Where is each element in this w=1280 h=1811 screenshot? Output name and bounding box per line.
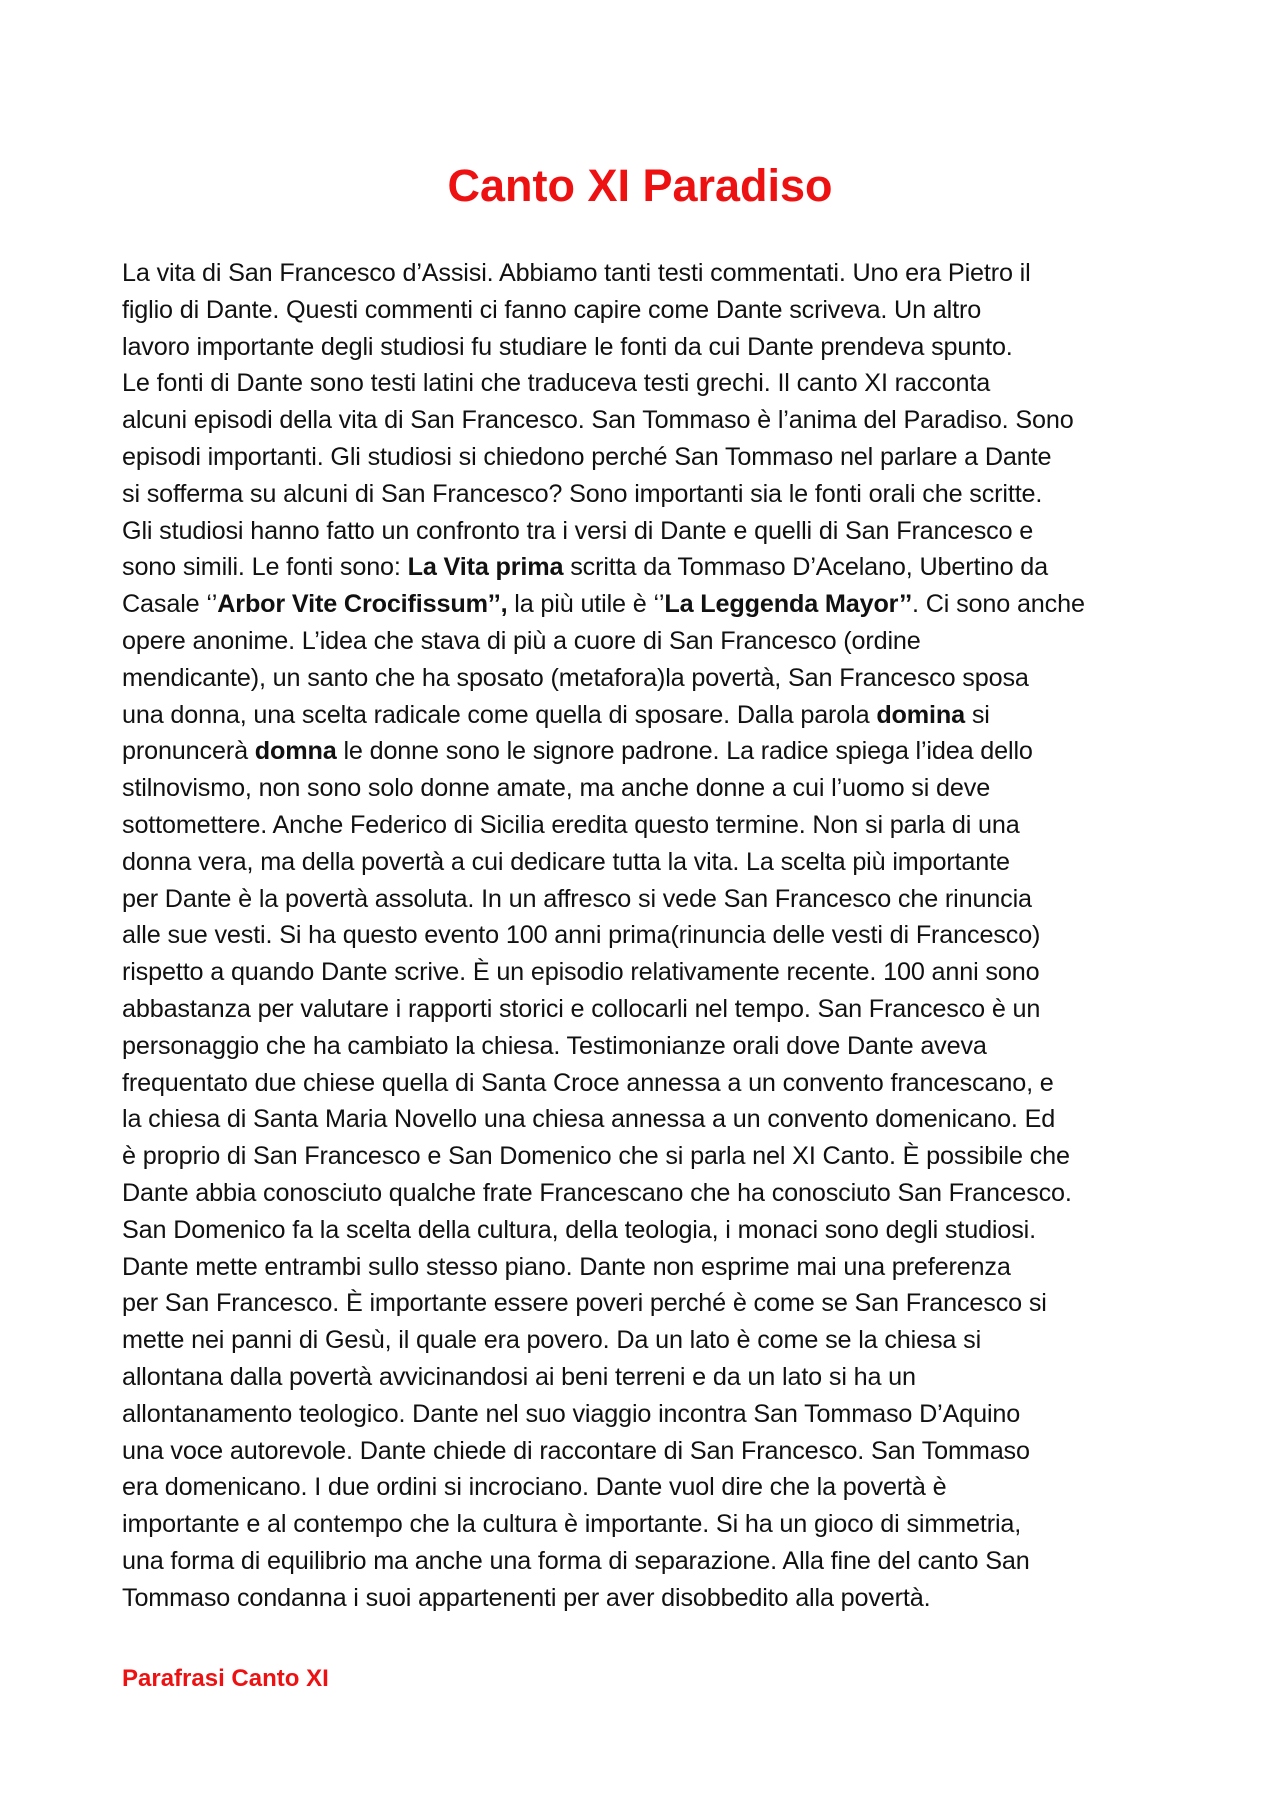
- text-segment: Tommaso condanna i suoi appartenenti per aver disobbedito alla povertà.: [122, 1583, 931, 1612]
- text-line: [122, 1396, 1172, 1433]
- text-segment: pronuncerà: [122, 737, 255, 766]
- text-segment: Dante abbia conosciuto qualche frate Francescano che ha conosciuto San Francesco.: [122, 1178, 1072, 1207]
- text-line: [122, 844, 1172, 881]
- text-segment: per San Francesco. È importante essere poveri perché è come se San Francesco si: [122, 1289, 1047, 1318]
- text-line: [122, 991, 1172, 1028]
- text-line: [122, 917, 1172, 954]
- text-segment: allontana dalla povertà avvicinandosi ai beni terreni e da un lato si ha un: [122, 1362, 916, 1391]
- text-line: [122, 1065, 1172, 1102]
- bold-text: Arbor Vite Crocifissum’’,: [217, 590, 508, 619]
- text-segment: sottomettere. Anche Federico di Sicilia eredita questo termine. Non si parla di una: [122, 810, 1020, 839]
- text-line: [122, 733, 1172, 770]
- bold-text: domina: [876, 700, 965, 729]
- text-segment: La vita di San Francesco d’Assisi. Abbiamo tanti testi commentati. Uno era Pietro il: [122, 259, 1031, 287]
- text-line: [122, 329, 1172, 366]
- text-line: [122, 623, 1172, 660]
- text-segment: si: [964, 700, 990, 729]
- text-segment: per Dante è la povertà assoluta. In un affresco si vede San Francesco che rinuncia: [122, 884, 1032, 913]
- text-line: [122, 586, 1172, 623]
- text-segment: alcuni episodi della vita di San Francesco. San Tommaso è l’anima del Paradiso. Sono: [122, 406, 1074, 435]
- text-line: [122, 1580, 1172, 1617]
- text-segment: sono simili. Le fonti sono:: [122, 553, 408, 582]
- text-line: [122, 1285, 1172, 1322]
- text-segment: una voce autorevole. Dante chiede di raccontare di San Francesco. San Tommaso: [122, 1436, 1030, 1465]
- text-segment: personaggio che ha cambiato la chiesa. Testimonianze orali dove Dante aveva: [122, 1031, 987, 1060]
- text-line: [122, 1469, 1172, 1506]
- text-line: [122, 549, 1172, 586]
- text-segment: le donne sono le signore padrone. La radice spiega l’idea dello: [336, 737, 1033, 766]
- text-line: [122, 1028, 1172, 1065]
- text-segment: scritta da Tommaso D’Acelano, Ubertino da: [563, 553, 1049, 582]
- text-line: [122, 1212, 1172, 1249]
- text-line: [122, 1359, 1172, 1396]
- text-segment: donna vera, ma della povertà a cui dedicare tutta la vita. La scelta più importante: [122, 847, 1010, 876]
- text-segment: stilnovismo, non sono solo donne amate, ma anche donne a cui l’uomo si deve: [122, 774, 991, 803]
- text-segment: la chiesa di Santa Maria Novello una chiesa annessa a un convento domenicano. Ed: [122, 1105, 1056, 1134]
- text-segment: episodi importanti. Gli studiosi si chiedono perché San Tommaso nel parlare a Dante: [122, 442, 1052, 471]
- text-segment: Casale ‘’: [122, 590, 218, 619]
- text-segment: una donna, una scelta radicale come quella di sposare. Dalla parola: [122, 700, 877, 729]
- text-segment: rispetto a quando Dante scrive. È un episodio relativamente recente. 100 anni sono: [122, 958, 1040, 987]
- bold-text: La Vita prima: [407, 553, 564, 582]
- text-segment: si sofferma su alcuni di San Francesco? Sono importanti sia le fonti orali che scritte.: [122, 479, 1043, 508]
- text-segment: importante e al contempo che la cultura è importante. Si ha un gioco di simmetria,: [122, 1510, 1022, 1539]
- text-segment: mendicante), un santo che ha sposato (metafora)la povertà, San Francesco sposa: [122, 663, 1029, 692]
- text-line: [122, 255, 1172, 292]
- text-segment: frequentato due chiese quella di Santa Croce annessa a un convento francescano, e: [122, 1068, 1054, 1097]
- text-line: [122, 697, 1172, 734]
- text-segment: era domenicano. I due ordini si incrociano. Dante vuol dire che la povertà è: [122, 1473, 947, 1502]
- text-segment: San Domenico fa la scelta della cultura, della teologia, i monaci sono degli studiosi.: [122, 1215, 1036, 1244]
- text-line: [122, 807, 1172, 844]
- text-line: [122, 1138, 1172, 1175]
- document-title: Canto XI Paradiso: [447, 160, 833, 211]
- text-line: [122, 365, 1172, 402]
- text-line: [122, 476, 1172, 513]
- text-line: [122, 954, 1172, 991]
- text-line: [122, 1543, 1172, 1580]
- body-paragraph: [122, 255, 1172, 1616]
- text-segment: alle sue vesti. Si ha questo evento 100 anni prima(rinuncia delle vesti di Francesco): [122, 921, 1041, 950]
- text-line: [122, 402, 1172, 439]
- text-line: [122, 1433, 1172, 1470]
- text-segment: abbastanza per valutare i rapporti storici e collocarli nel tempo. San Francesco è un: [122, 994, 1041, 1023]
- text-segment: Le fonti di Dante sono testi latini che traduceva testi grechi. Il canto XI racconta: [122, 369, 991, 398]
- text-line: [122, 513, 1172, 550]
- bold-text: La Leggenda Mayor’’: [664, 590, 913, 619]
- text-line: [122, 1101, 1172, 1138]
- text-segment: è proprio di San Francesco e San Domenico che si parla nel XI Canto. È possibile che: [122, 1142, 1070, 1171]
- text-segment: Gli studiosi hanno fatto un confronto tra i versi di Dante e quelli di San Francesco e: [122, 516, 1034, 545]
- text-line: [122, 1175, 1172, 1212]
- text-line: [122, 439, 1172, 476]
- text-segment: mette nei panni di Gesù, il quale era povero. Da un lato è come se la chiesa si: [122, 1326, 982, 1355]
- text-line: [122, 292, 1172, 329]
- text-segment: Dante mette entrambi sullo stesso piano. Dante non esprime mai una preferenza: [122, 1252, 1011, 1281]
- text-line: [122, 1322, 1172, 1359]
- text-line: [122, 881, 1172, 918]
- text-segment: opere anonime. L’idea che stava di più a cuore di San Francesco (ordine: [122, 626, 921, 655]
- text-segment: la più utile è ‘’: [507, 590, 665, 619]
- text-line: [122, 1249, 1172, 1286]
- text-line: [122, 770, 1172, 807]
- text-segment: figlio di Dante. Questi commenti ci fanno capire come Dante scriveva. Un altro: [122, 295, 982, 324]
- bold-text: domna: [254, 737, 337, 766]
- text-segment: allontanamento teologico. Dante nel suo viaggio incontra San Tommaso D’Aquino: [122, 1399, 1021, 1428]
- text-segment: lavoro importante degli studiosi fu studiare le fonti da cui Dante prendeva spunto.: [122, 332, 1013, 361]
- section-heading: Parafrasi Canto XI: [122, 1665, 329, 1692]
- text-segment: una forma di equilibrio ma anche una forma di separazione. Alla fine del canto San: [122, 1546, 1030, 1575]
- text-segment: . Ci sono anche: [912, 590, 1085, 619]
- text-line: [122, 1506, 1172, 1543]
- text-line: [122, 660, 1172, 697]
